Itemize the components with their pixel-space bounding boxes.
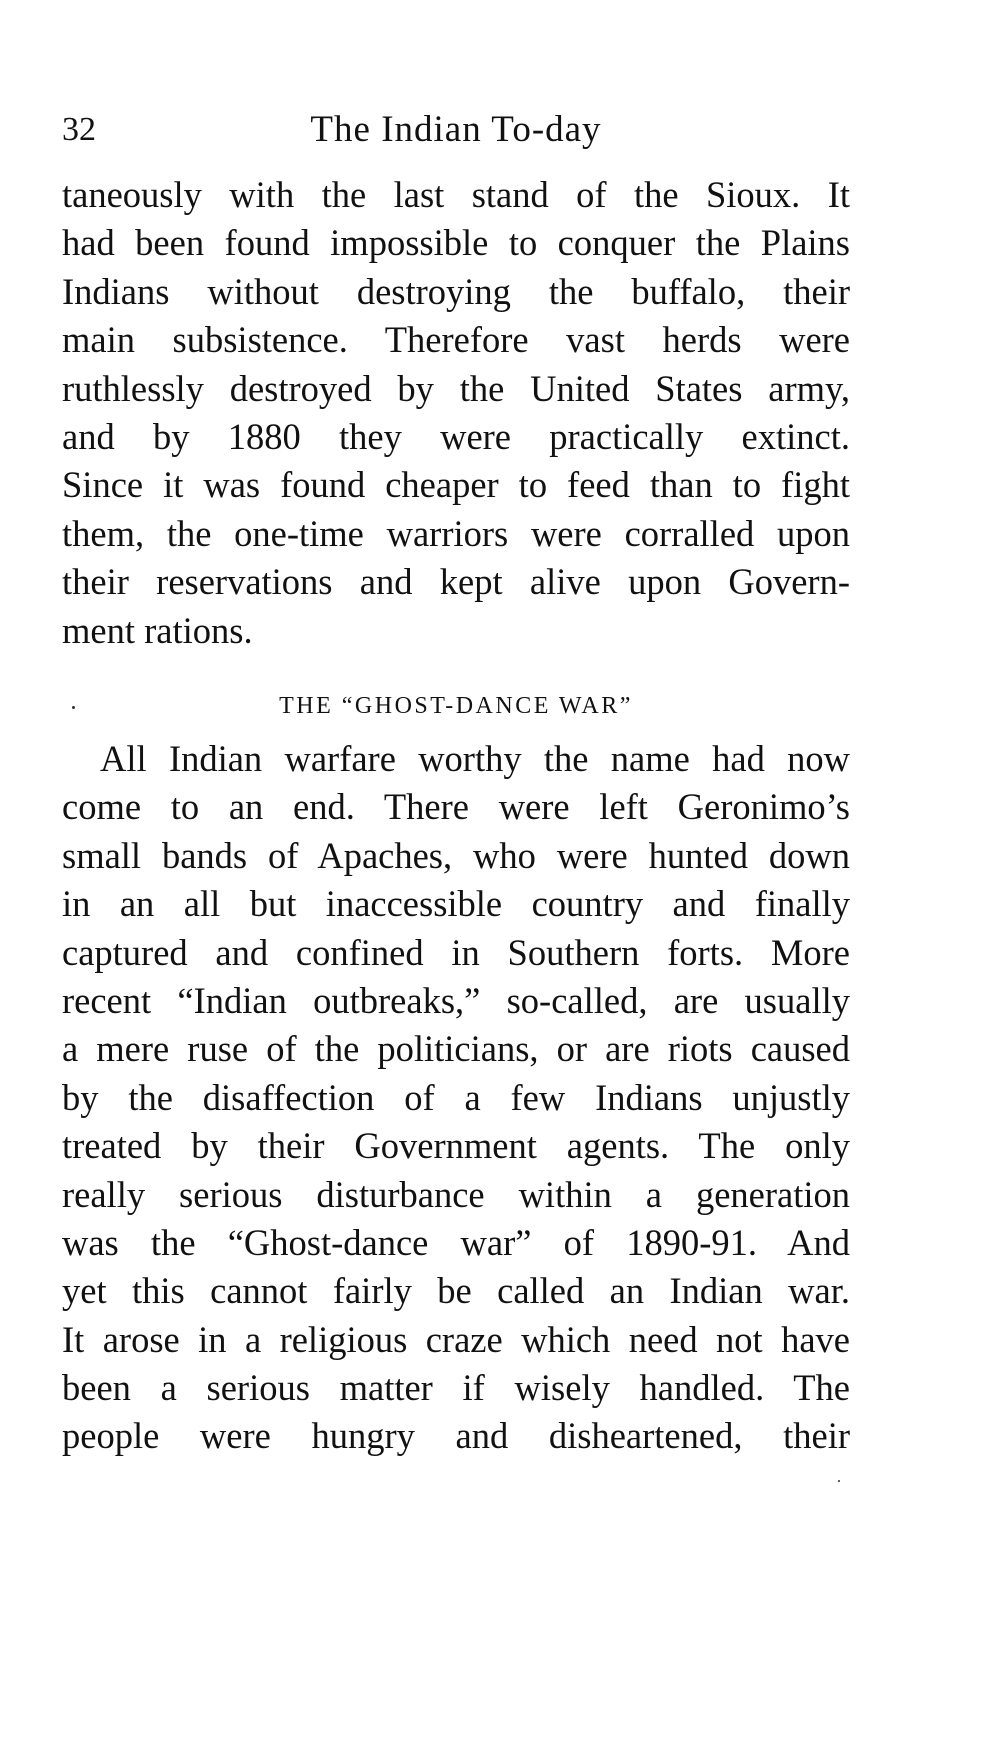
paragraph-1-line: their reservations and kept alive upon Govern-	[62, 561, 850, 603]
paragraph-2-line: yet this cannot fairly be called an Indian war.	[62, 1270, 850, 1312]
paragraph-2-line: small bands of Apaches, who were hunted down	[62, 834, 850, 876]
paragraph-2-line: All Indian warfare worthy the name had now	[100, 738, 850, 779]
paragraph-2-line: treated by their Government agents. The only	[62, 1125, 850, 1167]
paragraph-1-line: main subsistence. Therefore vast herds were	[62, 319, 850, 361]
paragraph-1-line: taneously with the last stand of the Sioux. It	[62, 174, 850, 215]
paragraph-1-line: ment rations.	[62, 609, 253, 651]
paragraph-2	[62, 735, 850, 1461]
page-number: 32	[62, 111, 96, 148]
paragraph-2-line: by the disaffection of a few Indians unjustly	[62, 1076, 850, 1118]
paragraph-2-line: really serious disturbance within a generation	[62, 1173, 850, 1215]
paragraph-2-line: come to an end. There were left Geronimo’s	[62, 786, 850, 828]
paragraph-2-line: people were hungry and disheartened, their	[62, 1415, 850, 1457]
paragraph-2-line: in an all but inaccessible country and finally	[62, 883, 850, 925]
paragraph-1-line: Indians without destroying the buffalo, their	[62, 270, 850, 312]
paragraph-1-line: ruthlessly destroyed by the United States army,	[62, 367, 850, 409]
paragraph-2-line: a mere ruse of the politicians, or are riots caused	[62, 1028, 850, 1070]
paragraph-2-line: captured and confined in Southern forts. More	[62, 931, 850, 973]
paragraph-2-line: recent “Indian outbreaks,” so-called, are usually	[62, 979, 850, 1021]
paragraph-2-line: been a serious matter if wisely handled. The	[62, 1367, 850, 1409]
paragraph-1	[62, 171, 850, 655]
paragraph-2-line: was the “Ghost-dance war” of 1890-91. And	[62, 1221, 850, 1263]
paragraph-1-line: had been found impossible to conquer the Plains	[62, 222, 850, 264]
running-title: The Indian To-day	[310, 109, 602, 150]
print-speck	[838, 1480, 840, 1482]
paragraph-1-line: and by 1880 they were practically extinct.	[62, 415, 850, 457]
paragraph-1-line: them, the one-time warriors were corralled upon	[62, 512, 850, 554]
section-heading: THE “GHOST-DANCE WAR”	[279, 693, 633, 719]
page-header	[62, 108, 850, 160]
paragraph-1-line: Since it was found cheaper to feed than to fight	[62, 464, 850, 506]
paragraph-2-line: It arose in a religious craze which need not have	[62, 1318, 850, 1360]
